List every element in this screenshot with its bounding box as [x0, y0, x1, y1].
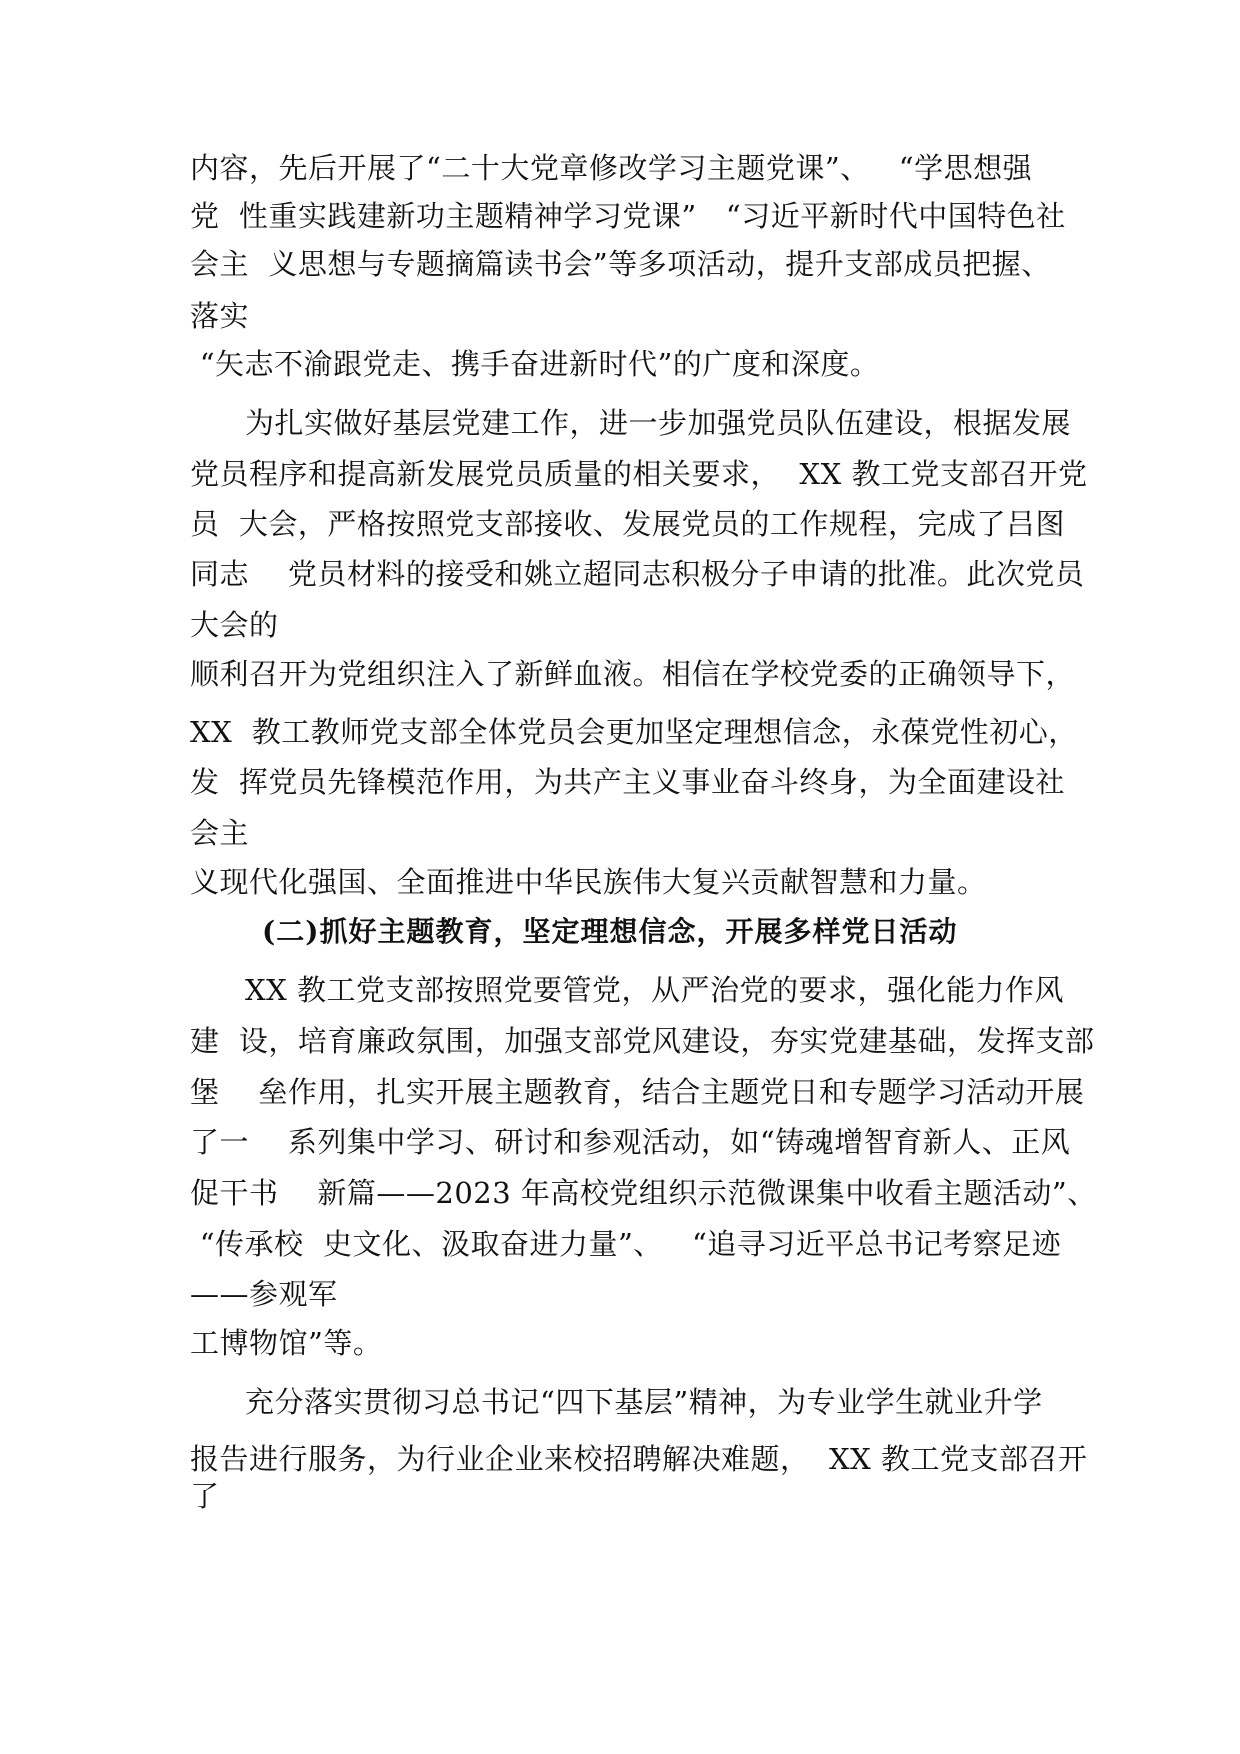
paragraph-2-line-5: 大会的 [190, 608, 279, 642]
paragraph-3-line-3: 堡 垒作用，扎实开展主题教育，结合主题党日和专题学习活动开展 [190, 1075, 1085, 1109]
paragraph-2-line-10: 义现代化强国、全面推进中华民族伟大复兴贡献智慧和力量。 [190, 865, 987, 899]
paragraph-2-line-4: 同志 党员材料的接受和姚立超同志积极分子申请的批准。此次党员 [190, 557, 1085, 591]
paragraph-3-line-6: “传承校 史文化、汲取奋进力量”、 “追寻习近平总书记考察足迹 [190, 1227, 1062, 1261]
paragraph-1-line-4: 落实 [190, 299, 250, 333]
paragraph-3-line-2: 建 设，培育廉政氛围，加强支部党风建设，夯实党建基础，发挥支部 [190, 1024, 1095, 1058]
paragraph-2-line-3: 员 大会，严格按照党支部接收、发展党员的工作规程，完成了吕图 [190, 507, 1065, 541]
paragraph-3-line-8: 工博物馆”等。 [190, 1326, 383, 1360]
paragraph-4-line-1: 充分落实贯彻习总书记“四下基层”精神，为专业学生就业升学 [245, 1385, 1043, 1419]
paragraph-2-line-1: 为扎实做好基层党建工作，进一步加强党员队伍建设，根据发展 [245, 406, 1072, 440]
paragraph-3-line-7: ——参观军 [190, 1277, 338, 1311]
paragraph-3-line-4: 了一 系列集中学习、研讨和参观活动，如“铸魂增智育新人、正风 [190, 1125, 1071, 1159]
paragraph-4-line-2: 报告进行服务，为行业企业来校招聘解决难题， XX 教工党支部召开 [190, 1442, 1088, 1476]
paragraph-2-line-6: 顺利召开为党组织注入了新鲜血液。相信在学校党委的正确领导下， [190, 657, 1076, 691]
paragraph-3-line-1: XX 教工党支部按照党要管党，从严治党的要求，强化能力作风 [245, 973, 1065, 1007]
paragraph-2-line-2: 党员程序和提高新发展党员质量的相关要求， XX 教工党支部召开党 [190, 457, 1088, 491]
paragraph-3-line-5: 促干书 新篇——2023 年高校党组织示范微课集中收看主题活动”、 [190, 1176, 1097, 1210]
paragraph-2-line-9: 会主 [190, 816, 250, 850]
section-heading: (二)抓好主题教育，坚定理想信念，开展多样党日活动 [262, 915, 958, 948]
paragraph-1-line-2: 党 性重实践建新功主题精神学习党课” “习近平新时代中国特色社 [190, 199, 1066, 233]
paragraph-4-line-3: 了 [190, 1479, 220, 1513]
paragraph-1-line-1: 内容，先后开展了“二十大党章修改学习主题党课”、 “学思想强 [190, 151, 1033, 185]
paragraph-2-line-8: 发 挥党员先锋模范作用，为共产主义事业奋斗终身，为全面建设社 [190, 765, 1065, 799]
paragraph-2-line-7: XX 教工教师党支部全体党员会更加坚定理想信念，永葆党性初心， [190, 715, 1078, 749]
paragraph-1-line-3: 会主 义思想与专题摘篇读书会”等多项活动，提升支部成员把握、 [190, 247, 1051, 281]
paragraph-1-line-5: “矢志不渝跟党走、携手奋进新时代”的广度和深度。 [190, 347, 880, 381]
